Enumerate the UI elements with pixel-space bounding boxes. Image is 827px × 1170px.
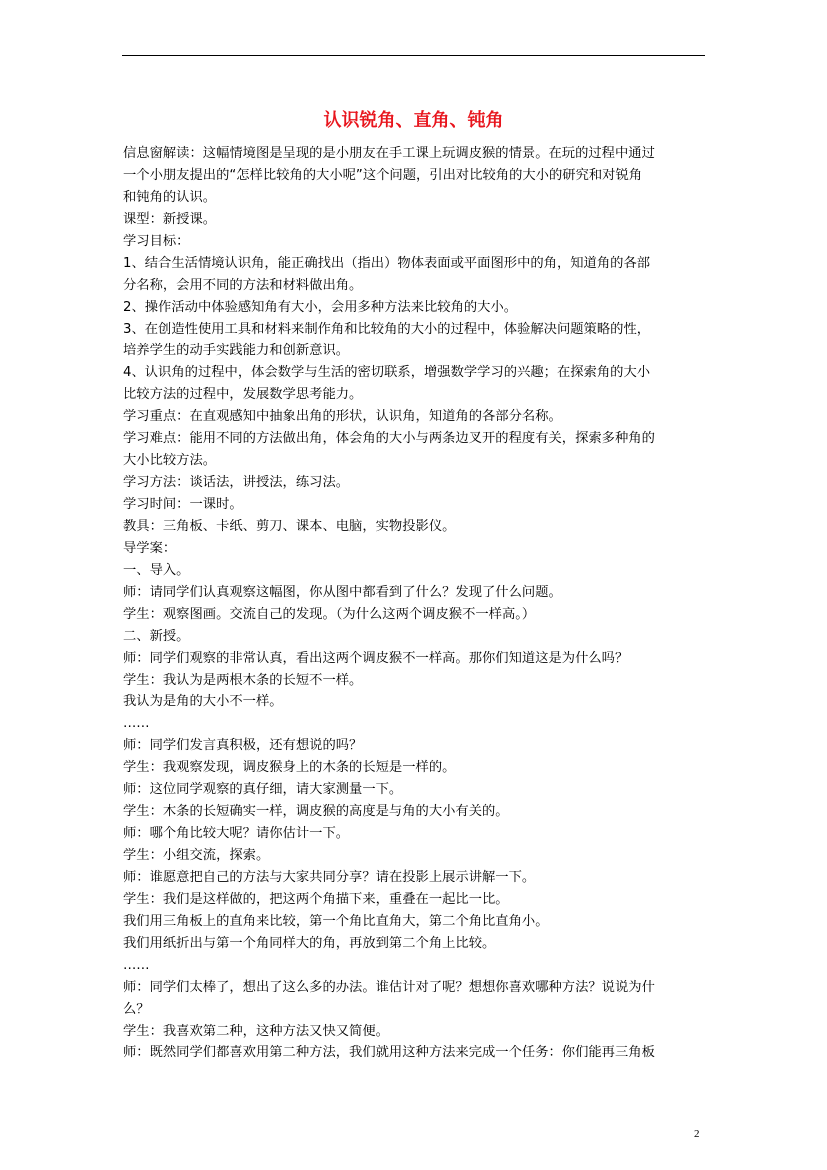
text-line: 2、操作活动中体验感知角有大小，会用多种方法来比较角的大小。 — [123, 299, 518, 315]
text-line: 大小比较方法。 — [123, 453, 217, 469]
text-line: 我们用纸折出与第一个角同样大的角，再放到第二个角上比较。 — [123, 935, 496, 951]
text-line: 师：这位同学观察的真仔细，请大家测量一下。 — [123, 782, 403, 798]
page-title: 认识锐角、直角、钝角 — [323, 110, 504, 131]
text-line: 培养学生的动手实践能力和创新意识。 — [123, 343, 350, 359]
text-line: 课型：新授课。 — [123, 211, 217, 227]
text-line: 一、导入。 — [123, 562, 190, 578]
text-line: 一个小朋友提出的“怎样比较角的大小呢”这个问题，引出对比较角的大小的研究和对锐角 — [123, 167, 643, 183]
text-line: 3、在创造性使用工具和材料来制作角和比较角的大小的过程中，体验解决问题策略的性， — [123, 321, 651, 337]
text-line: 学生：木条的长短确实一样，调皮猴的高度是与角的大小有关的。 — [123, 804, 509, 820]
text-line: 师：请同学们认真观察这幅图，你从图中都看到了什么？发现了什么问题。 — [123, 584, 562, 600]
text-line: 师：同学们观察的非常认真，看出这两个调皮猴不一样高。那你们知道这是为什么吗？ — [123, 650, 629, 666]
text-line: 师：同学们发言真积极，还有想说的吗？ — [123, 738, 363, 754]
text-line: 学生：我喜欢第二种，这种方法又快又简便。 — [123, 1023, 389, 1039]
text-line: 学习时间：一课时。 — [123, 497, 243, 512]
header-rule — [122, 55, 705, 56]
text-line: 学生：我认为是两根木条的长短不一样。 — [123, 672, 363, 688]
text-line: 比较方法的过程中，发展数学思考能力。 — [123, 387, 363, 403]
text-line: 和钝角的认识。 — [123, 189, 217, 205]
text-line: 二、新授。 — [123, 628, 190, 644]
text-line: 学生：小组交流，探索。 — [123, 848, 270, 863]
text-line: 学生：观察图画。交流自己的发现。（为什么这两个调皮猴不一样高。） — [123, 606, 536, 622]
text-line: 学习方法：谈话法，讲授法，练习法。 — [123, 475, 350, 491]
text-line: 我认为是角的大小不一样。 — [123, 694, 283, 710]
text-line: 师：谁愿意把自己的方法与大家共同分享？请在投影上展示讲解一下。 — [123, 869, 536, 885]
text-line: 教具：三角板、卡纸、剪刀、课本、电脑，实物投影仪。 — [123, 518, 456, 534]
text-line: …… — [123, 716, 150, 732]
text-line: 么？ — [123, 1001, 150, 1017]
body-text — [123, 143, 707, 1064]
text-line: 我们用三角板上的直角来比较，第一个角比直角大，第二个角比直角小。 — [123, 913, 549, 929]
text-line: 师：哪个角比较大呢？请你估计一下。 — [123, 826, 350, 842]
text-line: 师：同学们太棒了，想出了这么多的办法。谁估计对了呢？想想你喜欢哪种方法？说说为什 — [123, 979, 655, 995]
text-line: …… — [123, 957, 150, 973]
text-line: 学习难点：能用不同的方法做出角，体会角的大小与两条边叉开的程度有关，探索多种角的 — [123, 431, 655, 447]
text-line: 分名称，会用不同的方法和材料做出角。 — [123, 277, 363, 293]
text-line: 1、结合生活情境认识角，能正确找出（指出）物体表面或平面图形中的角，知道角的各部 — [123, 255, 651, 271]
text-line: 学习目标： — [123, 233, 190, 249]
text-line: 导学案： — [123, 540, 177, 556]
text-line: 学生：我观察发现，调皮猴身上的木条的长短是一样的。 — [123, 760, 456, 776]
text-line: 师：既然同学们都喜欢用第二种方法，我们就用这种方法来完成一个任务：你们能再三角板 — [123, 1045, 655, 1061]
text-line: 4、认识角的过程中，体会数学与生活的密切联系，增强数学学习的兴趣；在探索角的大小 — [123, 365, 651, 381]
text-line: 学习重点：在直观感知中抽象出角的形状，认识角，知道角的各部分名称。 — [123, 409, 562, 425]
text-line: 学生：我们是这样做的，把这两个角描下来，重叠在一起比一比。 — [123, 891, 509, 907]
text-line: 信息窗解读：这幅情境图是呈现的是小朋友在手工课上玩调皮猴的情景。在玩的过程中通过 — [123, 146, 655, 161]
page-number: 2 — [694, 1128, 700, 1140]
